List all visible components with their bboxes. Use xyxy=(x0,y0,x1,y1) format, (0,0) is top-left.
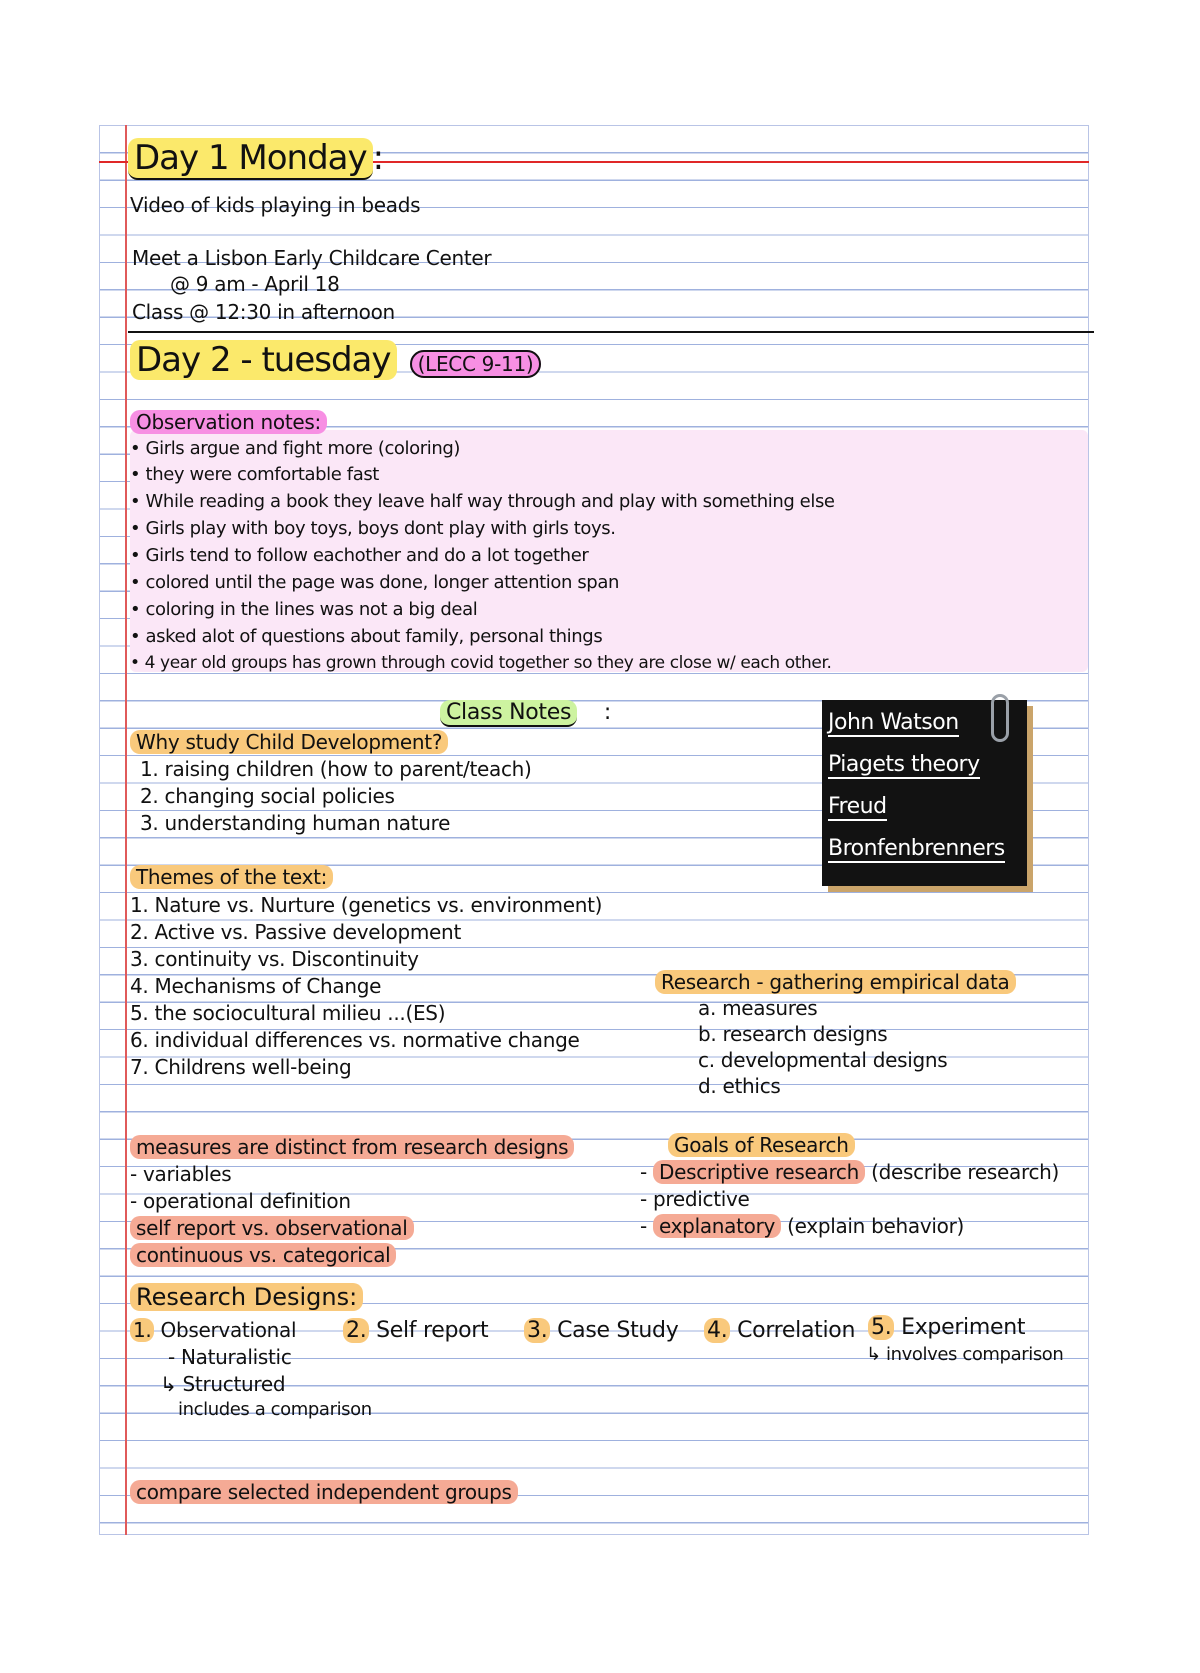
class-notes-heading-wrap xyxy=(440,700,611,725)
why-item: 2. changing social policies xyxy=(140,784,395,808)
day1-meet-line2: @ 9 am - April 18 xyxy=(170,272,340,296)
observation-item: • Girls argue and fight more (coloring) xyxy=(130,438,461,459)
why-heading-wrap xyxy=(130,730,448,754)
design-1-structured: Structured xyxy=(182,1372,286,1396)
design-4-label: Correlation xyxy=(737,1318,856,1343)
design-3-num: 3. xyxy=(524,1318,550,1343)
goals-line-2: - predictive xyxy=(640,1187,750,1211)
measures-line: - operational definition xyxy=(130,1189,351,1213)
research-item: d. ethics xyxy=(698,1074,781,1098)
themes-heading-wrap xyxy=(130,865,333,889)
day1-title-wrap xyxy=(128,138,383,178)
theorist-item: Bronfenbrenners xyxy=(828,836,1005,861)
design-5-num: 5. xyxy=(868,1315,894,1340)
goals-line-3 xyxy=(640,1214,964,1238)
design-5-label: Experiment xyxy=(901,1315,1026,1340)
goals-heading: Goals of Research xyxy=(668,1133,855,1157)
observation-item: • coloring in the lines was not a big deal xyxy=(130,599,478,620)
design-1-sub: includes a comparison xyxy=(178,1399,372,1420)
theorist-item: Freud xyxy=(828,794,887,819)
measures-line: self report vs. observational xyxy=(130,1216,414,1240)
design-2-label: Self report xyxy=(376,1318,489,1343)
design-1-sub-structured xyxy=(160,1372,285,1396)
design-2-num: 2. xyxy=(343,1318,369,1343)
themes-item: 5. the sociocultural milieu ...(ES) xyxy=(130,1001,446,1025)
measures-heading-wrap xyxy=(130,1135,574,1159)
goals-heading-wrap xyxy=(668,1133,855,1157)
goals-descriptive: Descriptive research xyxy=(653,1160,865,1184)
measures-heading: measures are distinct from research designs xyxy=(130,1135,574,1159)
themes-item: 6. individual differences vs. normative change xyxy=(130,1028,580,1052)
compare-wrap xyxy=(130,1480,518,1504)
theorist-item: Piagets theory xyxy=(828,752,980,777)
why-heading: Why study Child Development? xyxy=(130,730,448,754)
why-item: 1. raising children (how to parent/teach) xyxy=(140,757,532,781)
margin-line xyxy=(125,125,127,1535)
goals-descriptive-note: (describe research) xyxy=(871,1160,1060,1184)
class-notes-colon: : xyxy=(603,700,611,725)
research-item: a. measures xyxy=(698,996,818,1020)
design-4-num: 4. xyxy=(704,1318,730,1343)
observation-item: • they were comfortable fast xyxy=(130,464,379,485)
day1-title-colon: : xyxy=(372,138,384,178)
designs-heading-wrap xyxy=(130,1283,363,1311)
design-5-sub: involves comparison xyxy=(886,1344,1064,1365)
class-notes-heading: Class Notes xyxy=(440,700,577,727)
observation-item: • While reading a book they leave half way through and play with something else xyxy=(130,491,835,512)
why-item: 3. understanding human nature xyxy=(140,811,451,835)
design-2 xyxy=(343,1318,488,1343)
design-1 xyxy=(130,1318,296,1342)
design-1-sub: - Naturalistic xyxy=(168,1345,292,1369)
day1-video-note: Video of kids playing in beads xyxy=(130,193,421,217)
observation-heading-wrap xyxy=(130,410,327,434)
day-divider-rule xyxy=(128,331,1094,333)
observation-item: • colored until the page was done, longer attention span xyxy=(130,572,619,593)
day2-tag: (LECC 9-11) xyxy=(410,350,542,378)
observation-heading: Observation notes: xyxy=(130,410,327,434)
day2-title-wrap xyxy=(130,340,541,380)
paperclip-icon xyxy=(991,694,1009,742)
day1-meet-line1: Meet a Lisbon Early Childcare Center xyxy=(132,246,492,270)
themes-heading: Themes of the text: xyxy=(130,865,333,889)
goals-line-1 xyxy=(640,1160,1059,1184)
goals-explanatory: explanatory xyxy=(653,1214,781,1238)
measures-line: continuous vs. categorical xyxy=(130,1243,396,1267)
design-5 xyxy=(868,1315,1025,1340)
design-5-sub-wrap xyxy=(866,1344,1063,1365)
design-1-label: Observational xyxy=(160,1318,297,1342)
research-item: c. developmental designs xyxy=(698,1048,948,1072)
themes-item: 3. continuity vs. Discontinuity xyxy=(130,947,419,971)
design-1-num: 1. xyxy=(130,1318,154,1342)
theorist-item: John Watson xyxy=(828,710,959,735)
goals-dash: - xyxy=(640,1160,647,1184)
compare-note: compare selected independent groups xyxy=(130,1480,518,1504)
day1-meet-line3: Class @ 12:30 in afternoon xyxy=(132,300,395,324)
day1-title: Day 1 Monday xyxy=(128,138,373,180)
themes-item: 7. Childrens well-being xyxy=(130,1055,352,1079)
themes-item: 2. Active vs. Passive development xyxy=(130,920,461,944)
measures-line-wrap xyxy=(130,1243,396,1267)
research-heading-wrap xyxy=(655,970,1016,994)
goals-dash: - xyxy=(640,1214,647,1238)
design-4 xyxy=(704,1318,855,1343)
observation-item: • asked alot of questions about family, personal things xyxy=(130,626,603,647)
design-3-label: Case Study xyxy=(557,1318,679,1343)
designs-heading: Research Designs: xyxy=(130,1283,363,1311)
research-heading: Research - gathering empirical data xyxy=(655,970,1016,994)
goals-explanatory-note: (explain behavior) xyxy=(787,1214,965,1238)
return-arrow-icon: ↳ xyxy=(160,1372,177,1396)
themes-item: 1. Nature vs. Nurture (genetics vs. environment) xyxy=(130,893,603,917)
observation-item: • Girls tend to follow eachother and do a lot together xyxy=(130,545,589,566)
measures-line-wrap xyxy=(130,1216,414,1240)
research-item: b. research designs xyxy=(698,1022,888,1046)
observation-item: • Girls play with boy toys, boys dont play with girls toys. xyxy=(130,518,616,539)
observation-item: • 4 year old groups has grown through covid together so they are close w/ each other. xyxy=(130,653,832,673)
design-3 xyxy=(524,1318,678,1343)
themes-item: 4. Mechanisms of Change xyxy=(130,974,382,998)
day2-title: Day 2 - tuesday xyxy=(130,340,397,380)
measures-line: - variables xyxy=(130,1162,232,1186)
return-arrow-icon: ↳ xyxy=(866,1344,881,1365)
